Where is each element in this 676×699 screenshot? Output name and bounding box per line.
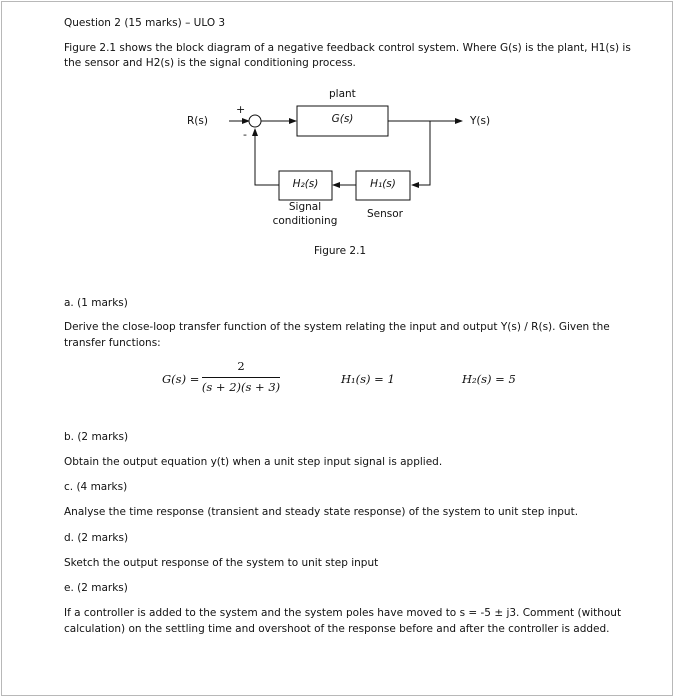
plant-label: plant bbox=[329, 88, 356, 100]
intro-line-1: Figure 2.1 shows the block diagram of a negative feedback control system. Where G(s) is the plant, H1(s) is bbox=[64, 42, 631, 54]
signal-label: Signal bbox=[288, 201, 322, 213]
conditioning-label: conditioning bbox=[272, 215, 338, 227]
part-e-heading: e. (2 marks) bbox=[64, 582, 128, 594]
h1-equation: H₁(s) = 1 bbox=[341, 372, 395, 386]
feedback-return-line bbox=[255, 129, 279, 185]
fraction-bar bbox=[202, 377, 280, 378]
feedback-takeoff-line bbox=[412, 121, 430, 185]
sensor-label: Sensor bbox=[367, 208, 403, 220]
g-equation-lhs: G(s) = bbox=[162, 372, 200, 386]
g-equation-numerator: 2 bbox=[237, 359, 245, 373]
h2-block-label: H₂(s) bbox=[292, 178, 319, 190]
output-label: Y(s) bbox=[470, 115, 491, 127]
h1-block-label: H₁(s) bbox=[370, 178, 396, 190]
part-d-text: Sketch the output response of the system to unit step input bbox=[64, 557, 379, 569]
question-title: Question 2 (15 marks) – ULO 3 bbox=[64, 17, 226, 29]
g-block-label: G(s) bbox=[331, 113, 354, 125]
summing-junction bbox=[249, 115, 261, 127]
part-a-heading: a. (1 marks) bbox=[64, 297, 128, 309]
g-equation-denominator: (s + 2)(s + 3) bbox=[201, 380, 281, 394]
part-d-heading: d. (2 marks) bbox=[64, 532, 129, 544]
part-b-heading: b. (2 marks) bbox=[64, 431, 129, 443]
part-a-line-1: Derive the close-loop transfer function of the system relating the input and output Y(s) / R(s). Given the bbox=[64, 321, 610, 333]
input-label: R(s) bbox=[187, 115, 208, 127]
part-c-heading: c. (4 marks) bbox=[64, 481, 128, 493]
part-c-text: Analyse the time response (transient and steady state response) of the system to unit step input. bbox=[64, 506, 579, 518]
part-a-line-2: transfer functions: bbox=[64, 337, 161, 349]
plus-sign: + bbox=[236, 103, 246, 116]
part-e-line-2: calculation) on the settling time and overshoot of the response before and after the controller is added. bbox=[64, 623, 610, 635]
intro-line-2: the sensor and H2(s) is the signal conditioning process. bbox=[64, 57, 356, 69]
part-b-text: Obtain the output equation y(t) when a unit step input signal is applied. bbox=[64, 456, 443, 468]
h2-equation: H₂(s) = 5 bbox=[462, 372, 516, 386]
minus-sign: - bbox=[243, 128, 247, 141]
figure-caption: Figure 2.1 bbox=[314, 245, 367, 257]
part-e-line-1: If a controller is added to the system and the system poles have moved to s = -5 ± j3. Comment (without bbox=[64, 607, 622, 619]
